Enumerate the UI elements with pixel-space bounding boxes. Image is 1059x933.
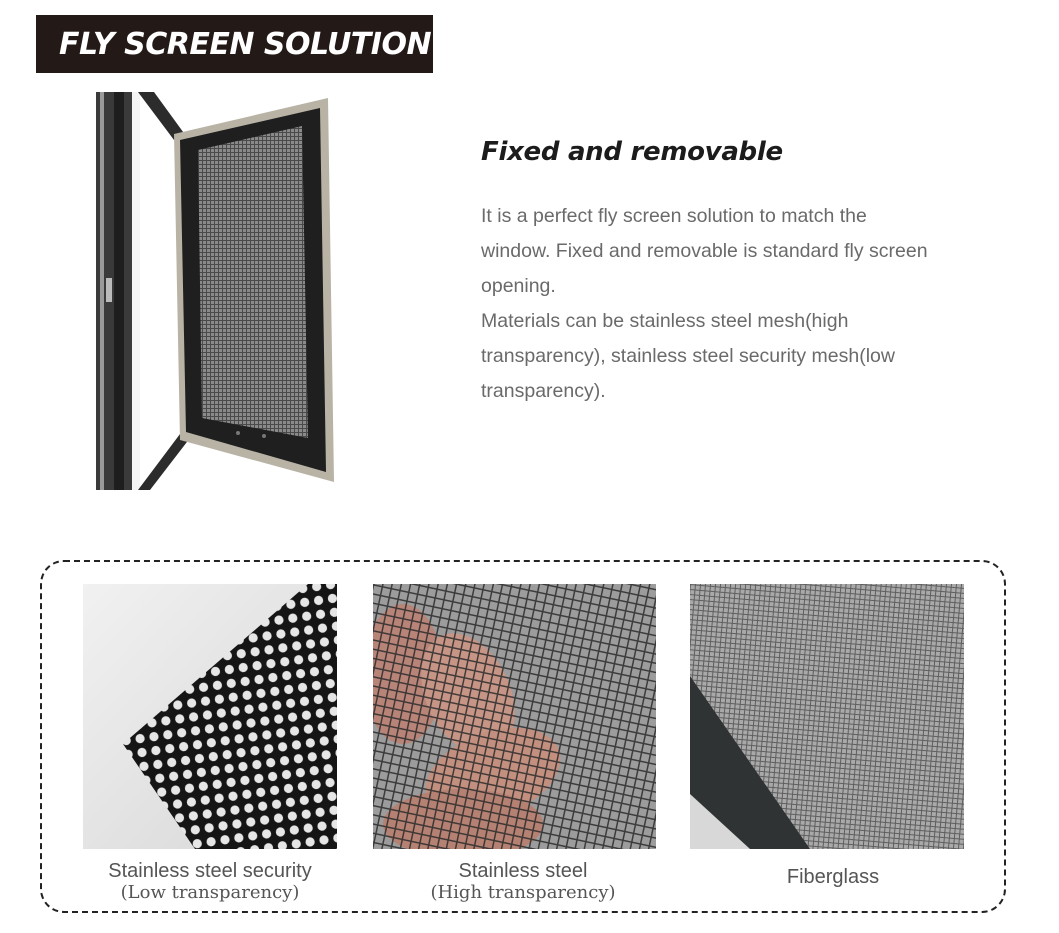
sample-label: Stainless steel [458,860,588,882]
security-mesh-image [83,584,337,849]
feature-description [481,199,931,409]
feature-heading: Fixed and removable [481,137,783,167]
sample-security-mesh [83,584,337,903]
sample-label: Stainless steel security [108,860,312,882]
description-paragraph: Materials can be stainless steel mesh(high transparency), stainless steel security mesh(low transparency). [481,310,895,402]
sample-steel-mesh [373,584,656,903]
steel-mesh-image [373,584,656,849]
sample-caption [373,860,673,904]
sample-caption [690,866,976,888]
sample-caption [83,860,337,904]
sample-label: Fiberglass [786,866,880,888]
description-paragraph: It is a perfect fly screen solution to match the window. Fixed and removable is standard fly screen opening. [481,205,928,297]
sample-fiberglass [690,584,964,888]
title-banner [36,15,433,73]
banner-title: FLY SCREEN SOLUTION [59,26,432,62]
fiberglass-image [690,584,964,849]
sample-note: (Low transparency) [120,882,300,903]
window-fly-screen-image [90,88,340,494]
sample-note: (High transparency) [430,882,616,903]
